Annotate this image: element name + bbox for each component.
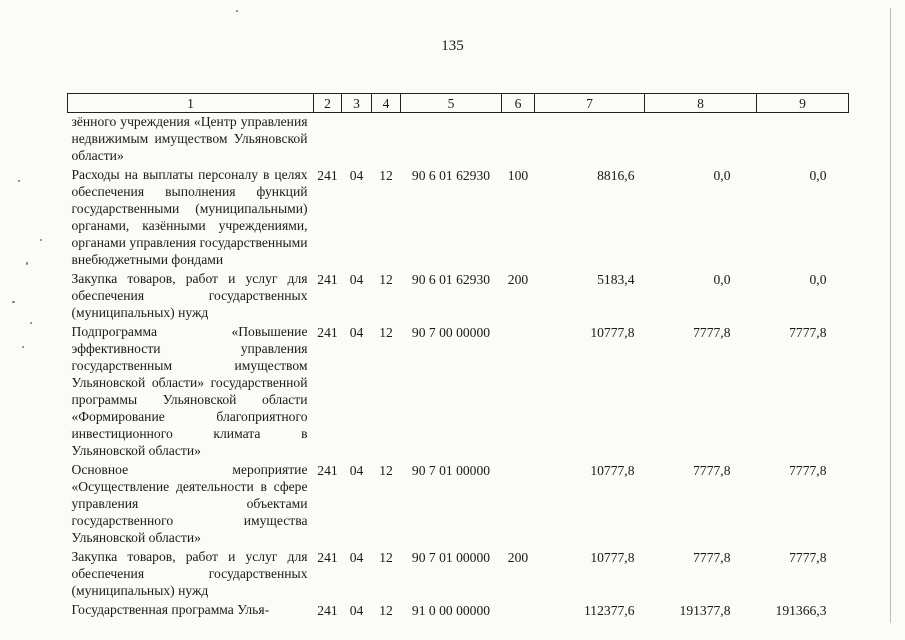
- cell-code-ministry: 241: [317, 550, 338, 565]
- cell-amount-8: 7777,8: [693, 463, 731, 478]
- cell-code-section: [342, 113, 372, 167]
- cell-code-subsection: 12: [379, 550, 393, 565]
- cell-code-target: 90 7 01 00000: [411, 463, 491, 478]
- scan-speck: [12, 301, 15, 303]
- scan-speck: [22, 346, 24, 348]
- header-row: [68, 94, 849, 113]
- cell-code-section: 04: [349, 550, 364, 565]
- row-description: Расходы на выплаты персоналу в целях обеспечения выполнения функций государственными (муниципальными) органами, казёнными учреждениями, органами управления государственными внебюджетными фондами: [71, 167, 308, 267]
- column-header: 6: [502, 94, 535, 113]
- row-description: зённого учреждения «Центр управления недвижимым имуществом Ульяновской области»: [71, 114, 308, 163]
- column-header: 1: [68, 94, 314, 113]
- row-description: Закупка товаров, работ и услуг для обеспечения государственных (муниципальных) нужд: [71, 549, 308, 598]
- table-row: [68, 270, 849, 323]
- cell-code-ministry: 241: [317, 603, 338, 618]
- cell-code-expense-type: 100: [507, 168, 529, 183]
- cell-code-target: 91 0 00 00000: [411, 603, 491, 618]
- column-header: 2: [314, 94, 342, 113]
- cell-code-expense-type: [502, 323, 535, 461]
- cell-code-expense-type: 200: [507, 550, 529, 565]
- cell-code-subsection: 12: [379, 168, 393, 183]
- cell-code-section: 04: [349, 603, 364, 618]
- cell-amount-8: [645, 113, 757, 167]
- cell-amount-8: 0,0: [713, 168, 731, 183]
- cell-amount-8: 191377,8: [679, 603, 731, 618]
- cell-amount-7: 10777,8: [590, 325, 635, 340]
- table-row: [68, 323, 849, 461]
- cell-code-section: 04: [349, 463, 364, 478]
- cell-code-section: 04: [349, 325, 364, 340]
- cell-amount-9: 7777,8: [789, 463, 827, 478]
- cell-amount-8: 7777,8: [693, 550, 731, 565]
- cell-amount-9: 7777,8: [789, 325, 827, 340]
- cell-code-subsection: 12: [379, 463, 393, 478]
- cell-code-section: 04: [349, 272, 364, 287]
- row-description: Государственная программа Улья-: [71, 602, 270, 617]
- column-header: 8: [645, 94, 757, 113]
- cell-code-target: 90 7 01 00000: [411, 550, 491, 565]
- cell-amount-9: 0,0: [809, 168, 827, 183]
- cell-code-section: 04: [349, 168, 364, 183]
- scan-speck: [40, 239, 42, 241]
- column-header: 7: [535, 94, 645, 113]
- column-header: 3: [342, 94, 372, 113]
- cell-amount-9: [757, 113, 849, 167]
- cell-code-expense-type: [502, 601, 535, 621]
- cell-code-expense-type: [502, 113, 535, 167]
- scan-speck: [18, 180, 20, 182]
- cell-amount-9: 0,0: [809, 272, 827, 287]
- cell-code-ministry: 241: [317, 463, 338, 478]
- cell-code-ministry: [314, 113, 342, 167]
- table-row: [68, 113, 849, 167]
- row-description: Подпрограмма «Повышение эффективности управления государственным имуществом Ульяновской области» государственной программы Ульяновской области «Формирование благоприятного инвестиционного климата в Ульяновской области»: [71, 324, 308, 458]
- scan-speck: [30, 322, 32, 324]
- cell-amount-7: 10777,8: [590, 550, 635, 565]
- cell-code-subsection: 12: [379, 272, 393, 287]
- cell-amount-8: 0,0: [713, 272, 731, 287]
- row-description: Основное мероприятие «Осуществление деятельности в сфере управления объектами государственного имущества Ульяновской области»: [71, 462, 308, 545]
- cell-code-target: [401, 113, 502, 167]
- cell-code-target: 90 6 01 62930: [411, 272, 491, 287]
- cell-amount-9: 7777,8: [789, 550, 827, 565]
- cell-amount-7: 5183,4: [597, 272, 635, 287]
- cell-code-subsection: [372, 113, 401, 167]
- cell-code-target: 90 6 01 62930: [411, 168, 491, 183]
- cell-code-ministry: 241: [317, 168, 338, 183]
- cell-code-subsection: 12: [379, 325, 393, 340]
- table-row: [68, 461, 849, 548]
- column-header: 9: [757, 94, 849, 113]
- cell-amount-9: 191366,3: [775, 603, 827, 618]
- table-row: [68, 166, 849, 270]
- scan-speck: [236, 10, 238, 12]
- scan-edge: [890, 8, 891, 623]
- column-header: 4: [372, 94, 401, 113]
- cell-amount-7: [535, 113, 645, 167]
- cell-code-expense-type: 200: [507, 272, 529, 287]
- page-number: 135: [441, 38, 464, 54]
- table-row: [68, 548, 849, 601]
- cell-code-ministry: 241: [317, 272, 338, 287]
- column-header: 5: [401, 94, 502, 113]
- cell-code-target: 90 7 00 00000: [411, 325, 491, 340]
- cell-amount-7: 112377,6: [584, 603, 635, 618]
- row-description: Закупка товаров, работ и услуг для обеспечения государственных (муниципальных) нужд: [71, 271, 308, 320]
- cell-amount-7: 8816,6: [597, 168, 635, 183]
- table-row: [68, 601, 849, 621]
- cell-amount-8: 7777,8: [693, 325, 731, 340]
- cell-code-ministry: 241: [317, 325, 338, 340]
- cell-amount-7: 10777,8: [590, 463, 635, 478]
- budget-table: [67, 93, 849, 621]
- scan-speck: [26, 262, 28, 265]
- cell-code-expense-type: [502, 461, 535, 548]
- cell-code-subsection: 12: [379, 603, 393, 618]
